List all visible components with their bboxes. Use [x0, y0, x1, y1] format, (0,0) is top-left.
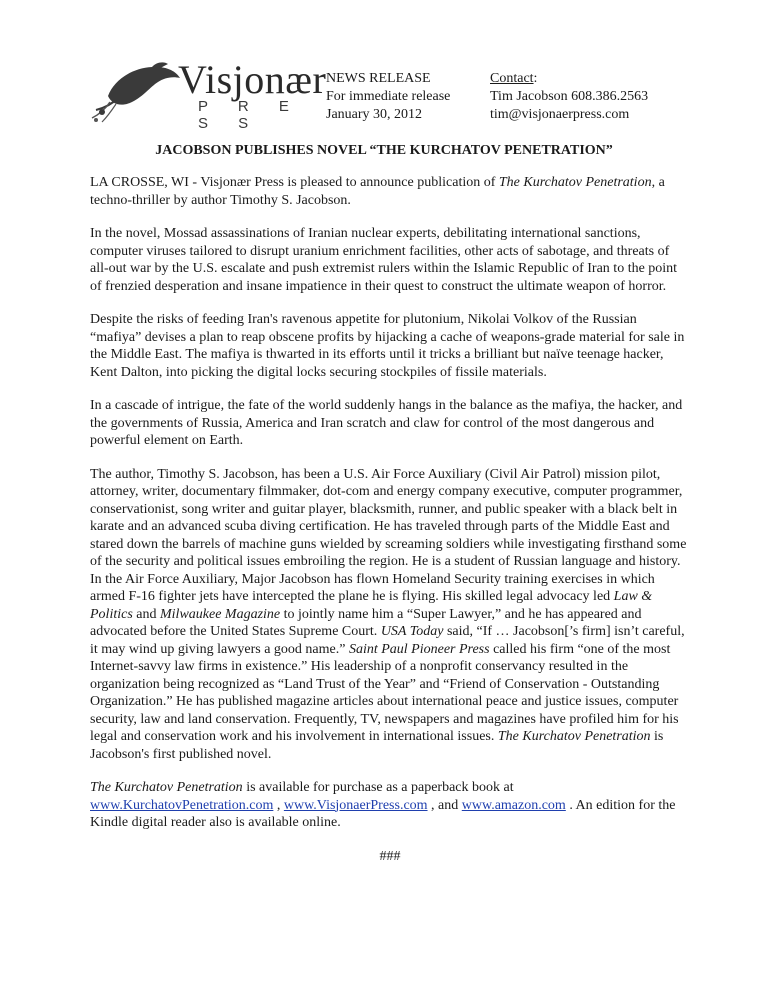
book-title: The Kurchatov Penetration	[90, 780, 243, 795]
release-status: For immediate release	[326, 89, 451, 104]
paragraph-availability: The Kurchatov Penetration is available for purchase as a paperback book at www.KurchatovPenetration.com , www.VisjonaerPress.com , and www.amazon.com . An edition for the Kindle digital reader also is available online.	[90, 780, 676, 830]
book-title: The Kurchatov Penetration	[498, 175, 652, 190]
paragraph-mafiya: Despite the risks of feeding Iran's ravenous appetite for plutonium, Nikolai Volkov of the Russian “mafiya” devises a plan to reap obscene profits by hijacking a cache of weapons-grade material for sale in the Middle East. The mafiya is thwarted in its efforts until it tricks a brilliant but naïve teenage hacker, Kent Dalton, into picking the digital locks securing stockpiles of fissile materials.	[90, 312, 685, 380]
link-visjonaer[interactable]: www.VisjonaerPress.com	[283, 797, 428, 813]
paragraph-intro: LA CROSSE, WI - Visjonær Press is pleased to announce publication of The Kurchatov Penetration, a techno-thriller by author Timothy S. Jacobson.	[90, 175, 665, 208]
release-date: January 30, 2012	[326, 107, 423, 122]
paragraph-author: The author, Timothy S. Jacobson, has been a U.S. Air Force Auxiliary (Civil Air Patrol) mission pilot, attorney, writer, documentary filmmaker, dot-com and energy company executive, computer programmer, conservationist, song writer and guitar player, blacksmith, runner, and public speaker with a black belt in karate and an advanced scuba diving certification. He has traveled through parts of the Middle East and stared down the barrels of machine guns wielded by screaming soldiers while investigating firsthand some of the security and political issues embroiling the region. He is a student of Russian language and history. In the Air Force Auxiliary, Major Jacobson has flown Homeland Security training exercises in which armed F-16 fighter jets have intercepted the plane he is flying. His skilled legal advocacy led Law & Politics and Milwaukee Magazine to jointly name him a “Super Lawyer,” and he has appeared and advocated before the United States Supreme Court. USA Today said, “If … Jacobson[’s firm] isn’t careful, it may wind up giving lawyers a good name.” Saint Paul Pioneer Press called his firm “one of the most Internet-savvy law firms in existence.” His leadership of a nonprofit conservancy resulted in the organization being recognized as “Land Trust of the Year” and “Friend of Conservation - Outstanding Organization.” He has published magazine articles about international peace and justice issues, computer security, law and land conservation. Frequently, TV, newspapers and magazines have profiled him for his legal and conservation work and his involvement in international issues. The Kurchatov Penetration is Jacobson's first published novel.	[90, 466, 687, 762]
headline: JACOBSON PUBLISHES NOVEL “THE KURCHATOV PENETRATION”	[155, 143, 613, 158]
publisher-logo	[88, 57, 327, 132]
bird-feather-icon	[88, 58, 188, 128]
contact-heading: Contact:	[490, 71, 538, 86]
link-kurchatov[interactable]: www.KurchatovPenetration.com	[90, 797, 274, 813]
paragraph-plot: In the novel, Mossad assassinations of Iranian nuclear experts, debilitating international sanctions, computer viruses tailored to disrupt uranium enrichment facilities, other acts of sabotage, and threats of all-out war by the U.S. escalate and push extremist rulers within the Islamic Republic of Iran to the point of frenzied desperation and insane impatience in their quest to construct the ultimate weapon of horror.	[90, 226, 678, 294]
release-label: NEWS RELEASE	[326, 71, 431, 86]
contact-label: Contact	[490, 71, 534, 86]
release-info	[326, 70, 450, 124]
logo-subtitle: P R E S S	[198, 98, 302, 132]
end-mark: ###	[379, 848, 401, 864]
contact-info	[490, 70, 648, 124]
logo-name: Visjonær	[178, 57, 327, 102]
paragraph-cascade: In a cascade of intrigue, the fate of the world suddenly hangs in the balance as the mafiya, the hacker, and the governments of Russia, America and Iran scratch and claw for control of the most dangerous and powerful element on Earth.	[90, 398, 683, 448]
release-body	[90, 174, 690, 865]
book-title: The Kurchatov Penetration	[497, 729, 651, 744]
link-amazon[interactable]: www.amazon.com	[461, 797, 566, 813]
contact-email: tim@visjonaerpress.com	[490, 107, 630, 122]
contact-name-phone: Tim Jacobson 608.386.2563	[490, 89, 649, 104]
